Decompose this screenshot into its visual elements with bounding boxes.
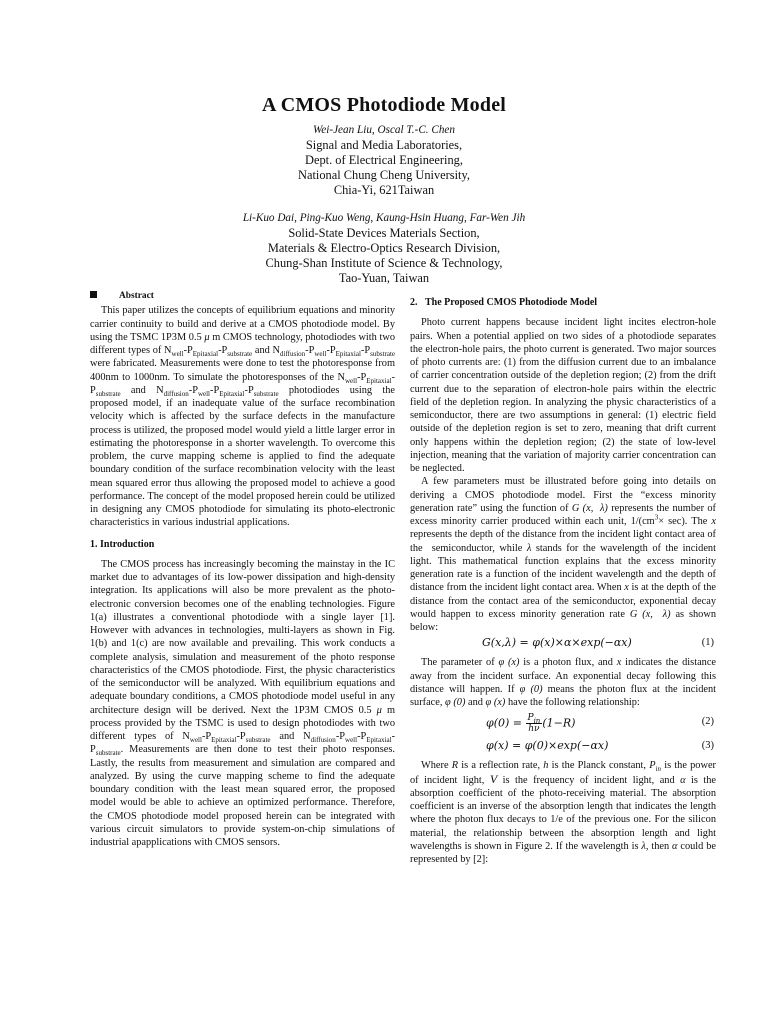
affiliation-1-line-3: National Chung Cheng University, [298,168,470,182]
affiliation-block-2 [0,211,768,286]
section-2-paragraph-2: A few parameters must be illustrated before going into details on deriving a CMOS photodiode model. First the “excess minority generation rate” using the function of G (x, λ) represents the number of excess minority carrier produced within each unit, $1/(cm^3\times \sec)$. The x represents the depth of the distance from the incident light contact area of the semiconductor, while λ stands for the wavelength of the incident light. This mathematical function explains that the excess minority generation rate is a function of the incident wavelength and the depth of distance from the incident light contact area. When x is at the depth of the distance from the contact area of the semiconductor, exponential decay would happen to excess minority generation rate G (x, λ) as shown below: [410,476,717,633]
affiliation-2-line-1: Solid-State Devices Materials Section, [288,226,480,240]
affiliation-1-line-2: Dept. of Electrical Engineering, [305,153,463,167]
author-list-1: Wei-Jean Liu, Oscal T.-C. Chen [312,124,455,136]
section-2-paragraph-4: Where R is a reflection rate, h is the Planck constant, $P_{in}$ is the power of incident light, V is the frequency of incident light, and α is the absorption coefficient of the photo-receiving material. The absorption coefficient is an inverse of the absorption length that indicates the length where the photon flux decays to 1/e of the previous one. For the silicon material, the relationship between the absorption length and light wavelengths is shown in Figure 2. If the wavelength is λ, then α could be represented by [2]: [410,760,716,865]
introduction-paragraph: The CMOS process has increasingly becoming the mainstay in the IC market due to advantages of its low-power dissipation and high-density integration. Its applications will also be more prevalent as the photo-electronic conversion becomes one of the enabling technologies. Figure 1(a) illustrates a conventional photodiode with a single layer [1]. However with advances in technologies, multi-layers as shown in Fig. 1(b) and 1(c) are now available and prevailing. This work conducts a complete analysis, simulation and measurement of the photo response characteristics of the CMOS photodiode. First, the physic characteristics of the semiconductor will be analyzed. With equilibrium equations and adequate boundary conditions, a CMOS photodiode model useful in any architecture design will be derived. Next the 1P3M CMOS 0.5 μ m process provided by the TSMC is used to design photodiodes with two different types of $N_{well}-P_{Epitaxial}-P_{substrate}$ and $N_{diffusion}-P_{well}-P_{Epitaxial}-P_{substrate}$. Measurements are then done to test their photo responses. Lastly, the results from measurement and simulation are compared and analyzed. By using the curve mapping scheme to find the adequate boundary condition with the least mean squared error, the proposed model would be able to achieve an optimized performance. Therefore, the CMOS photodiode model proposed herein can be integrated with various circuit simulators to provide system-on-chip simulations of industrial apapplications with CMOS sensors. [90,558,396,848]
affiliation-1-line-1: Signal and Media Laboratories, [305,138,463,152]
equation-1: G(x,λ) = φ(x)×α×exp(−αx) (1) [482,636,714,650]
abstract-heading: Abstract [90,290,395,303]
affiliation-1-line-4: Chia-Yi, 621Taiwan [333,183,435,197]
square-bullet-icon [90,291,97,298]
section-2-paragraph-1: Photo current happens because incident light incites electron-hole pairs. When a potential applied on two sides of a photodiode separates the electron-hole pairs, the photo current is generated. Two major sources of photo currents are: (1) from the diffusion current due to an imbalance of carrier concentration outside of the depletion region; (2) from the drift current due to the separation of electron-hole pairs within the electric field of the depletion region. In analyzing the physic characteristics of a semiconductor, there are two assumptions in general: (1) electric field outside of the depletion region is set to zero, meaning that drift current only happens within the depletion region; (2) the state of low-level injection, meaning that the variation of majority carrier concentration can be neglected. [410,317,716,474]
affiliation-block-1 [0,123,768,198]
affiliation-2-line-3: Chung-Shan Institute of Science & Technology, [265,256,503,270]
section-2-paragraph-3: The parameter of φ (x) is a photon flux, and x indicates the distance away from the incident surface. An exponential decay following this distance will happen. If φ (0) means the photon flux at the incident surface, φ (0) and φ (x) have the following relationship: [410,657,717,708]
equation-3: φ(x) = φ(0)×exp(−αx) (3) [486,739,714,753]
introduction-heading: 1. Introduction [90,538,155,550]
paper-title: A CMOS Photodiode Model [261,94,507,116]
equation-2: φ(0) = $\frac{P_{in}}{h\nu}$ (1−R) (2) [486,713,714,735]
section-2-heading: 2. The Proposed CMOS Photodiode Model [410,297,598,308]
affiliation-2-line-4: Tao-Yuan, Taiwan [338,271,430,285]
author-list-2: Li-Kuo Dai, Ping-Kuo Weng, Kaung-Hsin Huang, Far-Wen Jih [242,212,526,224]
affiliation-2-line-2: Materials & Electro-Optics Research Division, [267,241,501,255]
right-column [410,296,716,866]
left-column [90,290,395,849]
abstract-paragraph: This paper utilizes the concepts of equilibrium equations and minority carrier continuity to build and derive at a CMOS photodiode model. By using the TSMC 1P3M 0.5 μ m CMOS technology, photodiodes with two different types of $N_{well}-P_{Epitaxial}-P_{substrate}$ and $N_{diffusion}-P_{well}-P_{Epitaxial}-P_{substrate}$ were fabricated. Measurements were done to test the photoresponse from 400nm to 1000nm. To simulate the photoresponses of the $N_{well}-P_{Epitaxial}-P_{substrate}$ and $N_{diffusion}-P_{well}-P_{Epitaxial}-P_{substrate}$ photodiodes using the proposed model, if an inadequate value of the surface recombination velocity which is affected by the surface defects in the manufacture process is utilized, the proposed model would yield a little larger error in estimating the photoresponse in a shorter wavelength. To overcome this problem, the curve mapping scheme is applied to find the adequate boundary condition of the surface recombination velocity with the least mean squared error thus allowing the proposed model to achieve a good performance. The concept of the model proposed herein could be utilized in designing any CMOS photodiode for simulating its photo-electronic characteristics in various industrial applications. [90,305,396,529]
